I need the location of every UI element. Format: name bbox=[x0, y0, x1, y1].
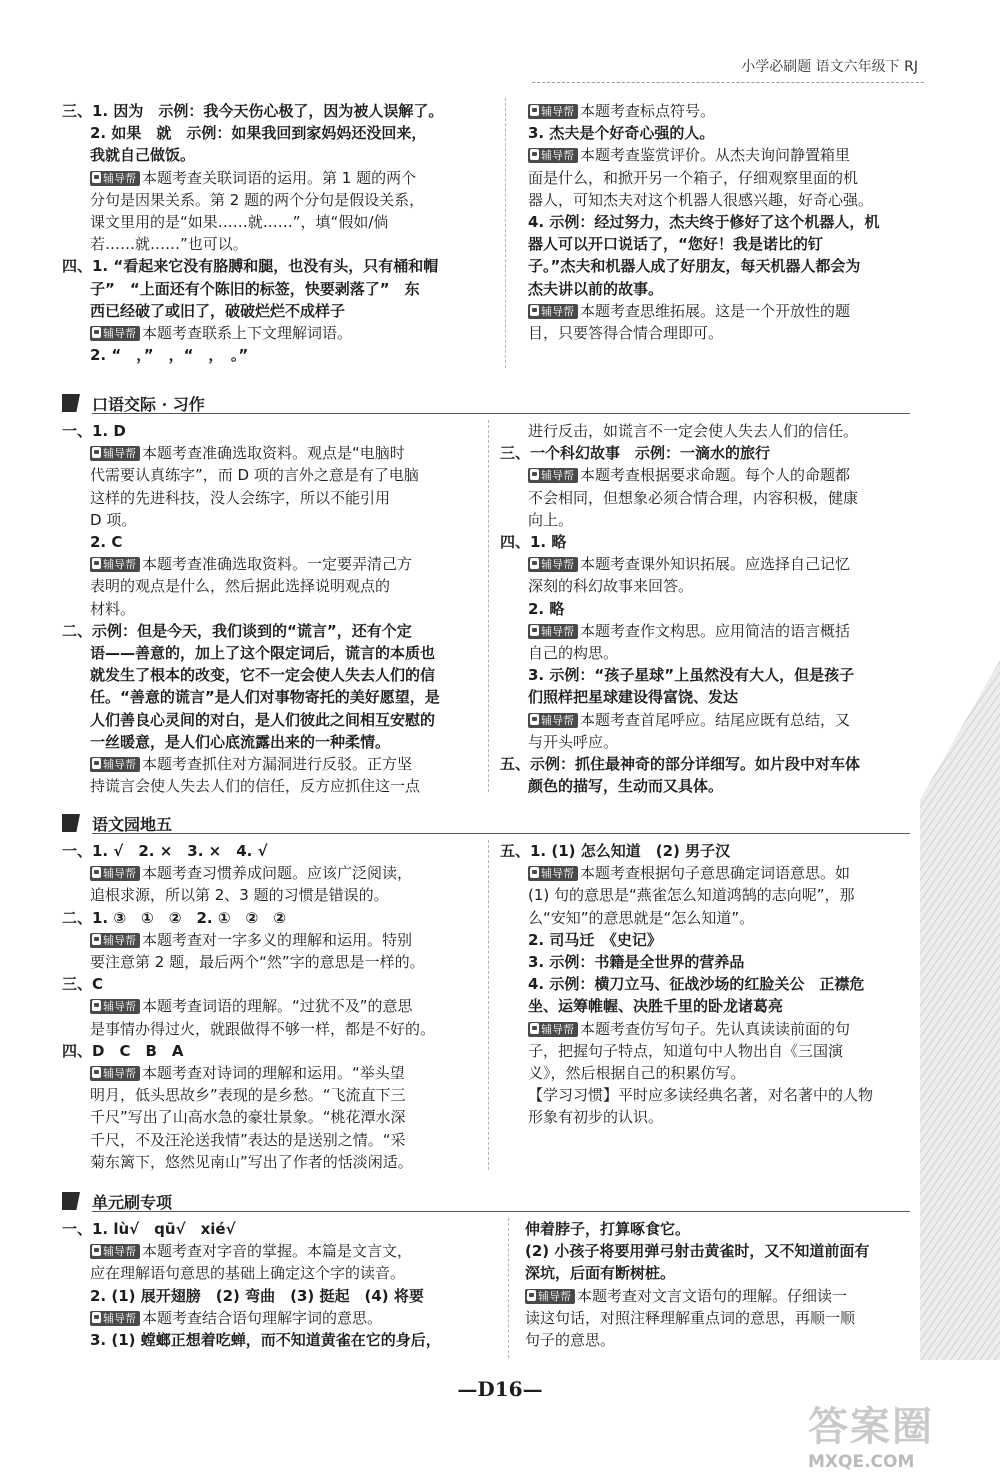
line-text: 本题考查首尾呼应。结尾应既有总结，又 bbox=[580, 710, 851, 729]
book-icon bbox=[530, 867, 539, 878]
hint-line bbox=[62, 167, 482, 189]
line-text: 本题考查习惯养成问题。应该广泛阅读， bbox=[142, 864, 413, 883]
text-line bbox=[62, 255, 482, 277]
line-text: 西已经破了或旧了，破破烂烂不成样子 bbox=[90, 301, 346, 320]
text-line bbox=[525, 1218, 945, 1240]
line-text: 课文里用的是“如果……就……”，填“假如/倘 bbox=[90, 213, 389, 232]
text-line bbox=[62, 642, 482, 664]
book-icon bbox=[92, 1312, 101, 1323]
line-text: 应在理解语句意思的基础上确定这个字的读音。 bbox=[90, 1264, 406, 1283]
text-line bbox=[528, 322, 948, 344]
text-line bbox=[62, 1129, 482, 1151]
line-text: 与开头呼应。 bbox=[528, 732, 619, 751]
text-line bbox=[62, 144, 482, 166]
line-text: 本题考查抓住对方漏洞进行反驳。正方坚 bbox=[142, 755, 413, 774]
line-text: 本题考查对一字多义的理解和运用。特别 bbox=[142, 930, 413, 949]
line-text: 器人，可知杰夫对这个机器人很感兴趣，好奇心强。 bbox=[528, 190, 874, 209]
text-line bbox=[528, 167, 948, 189]
text-line bbox=[62, 531, 482, 553]
book-icon bbox=[530, 105, 539, 116]
text-line bbox=[500, 995, 920, 1017]
line-text: 五、1. (1) 怎么知道 (2) 男子汉 bbox=[500, 842, 731, 860]
text-line bbox=[500, 442, 920, 464]
corner-decoration-graphic bbox=[920, 660, 1000, 1360]
line-text: 本题考查作文构思。应用简洁的语言概括 bbox=[580, 621, 851, 640]
line-text: 2. 略 bbox=[528, 599, 565, 618]
hint-badge bbox=[528, 304, 578, 319]
book-icon bbox=[92, 1245, 101, 1256]
text-line bbox=[528, 211, 948, 233]
line-text: 任。“善意的谎言”是人们对事物寄托的美好愿望，是 bbox=[90, 688, 440, 707]
line-text: 2. 如果 就 示例：如果我回到家妈妈还没回来， bbox=[90, 124, 427, 143]
text-line bbox=[528, 233, 948, 255]
line-text: 形象有初步的认识。 bbox=[528, 1108, 664, 1127]
text-line bbox=[525, 1329, 945, 1351]
line-text: 进行反击，如谎言不一定会使人失去人们的信任。 bbox=[528, 422, 859, 440]
line-text: 持谎言会使人失去人们的信任，反方应抓住这一点 bbox=[90, 777, 421, 796]
text-line bbox=[500, 840, 920, 862]
text-line bbox=[528, 122, 948, 144]
line-text: 本题考查关联词语的运用。第 1 题的两个 bbox=[142, 168, 417, 187]
hint-badge bbox=[90, 171, 140, 186]
column-divider bbox=[488, 420, 489, 792]
hint-line bbox=[62, 1307, 482, 1329]
line-text: 本题考查准确选取资料。一定要弄清己方 bbox=[142, 555, 413, 574]
text-line bbox=[500, 731, 920, 753]
text-line bbox=[62, 487, 482, 509]
line-text: D 项。 bbox=[90, 510, 137, 529]
text-line bbox=[62, 509, 482, 531]
section-marker-icon bbox=[62, 394, 80, 412]
column-divider bbox=[488, 840, 489, 1170]
hint-badge bbox=[90, 1066, 140, 1081]
text-line bbox=[500, 598, 920, 620]
line-text: 这样的先进科技，没人会练字，所以不能引用 bbox=[90, 488, 391, 507]
hint-line bbox=[62, 995, 482, 1017]
line-text: 4. 示例：经过努力，杰夫终于修好了这个机器人，机 bbox=[528, 213, 880, 232]
line-text: 三、一个科幻故事 示例：一滴水的旅行 bbox=[500, 444, 771, 463]
hint-line bbox=[62, 862, 482, 884]
text-line bbox=[500, 509, 920, 531]
hint-line bbox=[500, 709, 920, 731]
hint-line bbox=[500, 464, 920, 486]
line-text: 本题考查词语的理解。“过犹不及”的意思 bbox=[142, 997, 413, 1016]
line-text: 本题考查鉴赏评价。从杰夫询问静置箱里 bbox=[580, 146, 851, 165]
book-icon bbox=[530, 149, 539, 160]
line-text: 目，只要答得合情合理即可。 bbox=[528, 324, 724, 343]
hint-line bbox=[62, 442, 482, 464]
hint-line bbox=[500, 862, 920, 884]
line-text: 么“安知”的意思就是“怎么知道”。 bbox=[528, 908, 755, 927]
line-text: 本题考查根据句子意思确定词语意思。如 bbox=[580, 864, 851, 883]
text-line bbox=[62, 840, 482, 862]
block-b bbox=[528, 100, 948, 344]
line-text: 本题考查对诗词的理解和运用。“举头望 bbox=[142, 1064, 405, 1083]
line-text: 2. “ ，” ，“ ， 。” bbox=[90, 346, 249, 365]
line-text: 4. 示例：横刀立马、征战沙场的红脸关公 正襟危 bbox=[528, 975, 865, 994]
line-text: 千尺，不及汪沦送我情”表达的是送别之情。“采 bbox=[90, 1130, 406, 1149]
line-text: 本题考查结合语句理解字词的意思。 bbox=[142, 1308, 383, 1327]
line-text: 3. 示例：“孩子星球”上虽然没有大人，但是孩子 bbox=[528, 666, 855, 685]
text-line bbox=[62, 709, 482, 731]
line-text: 二、1. ③ ① ② 2. ① ② ② bbox=[62, 908, 286, 927]
hint-line bbox=[500, 620, 920, 642]
line-text: 四、1. 略 bbox=[500, 533, 567, 552]
line-text: 本题考查课外知识拓展。应选择自己记忆 bbox=[580, 555, 851, 574]
text-line bbox=[62, 233, 482, 255]
text-line bbox=[62, 1262, 482, 1284]
hint-badge-label: 辅导帮 bbox=[541, 867, 574, 881]
page-header: 小学必刷题 语文六年级下 RJ bbox=[741, 59, 918, 75]
text-line bbox=[62, 575, 482, 597]
hint-line bbox=[62, 1062, 482, 1084]
text-line bbox=[500, 907, 920, 929]
line-text: 自己的构思。 bbox=[528, 644, 619, 663]
text-line bbox=[500, 420, 920, 442]
line-text: 坐、运筹帷幄、决胜千里的卧龙诸葛亮 bbox=[528, 997, 784, 1016]
line-text: 本题考查仿写句子。先认真读读前面的句 bbox=[580, 1019, 851, 1038]
line-text: 一丝暖意，是人们心底流露出来的一种柔情。 bbox=[90, 732, 391, 751]
line-text: 器人可以开口说话了，“您好！我是诺比的钉 bbox=[528, 235, 823, 254]
hint-badge bbox=[528, 866, 578, 881]
line-text: 四、D C B A bbox=[62, 1041, 184, 1060]
line-text: 颜色的描写，生动而又具体。 bbox=[528, 777, 724, 796]
hint-badge-label: 辅导帮 bbox=[103, 1067, 136, 1081]
hint-badge-label: 辅导帮 bbox=[103, 1245, 136, 1259]
line-text: 3. 杰夫是个好奇心强的人。 bbox=[528, 124, 715, 143]
column-divider bbox=[508, 1218, 509, 1358]
line-text: 伸着脖子，打算啄食它。 bbox=[525, 1220, 691, 1238]
block-a bbox=[62, 100, 482, 366]
line-text: 明月，低头思故乡”表现的是乡愁。“飞流直下三 bbox=[90, 1086, 406, 1105]
line-text: 材料。 bbox=[90, 599, 136, 618]
book-icon bbox=[530, 625, 539, 636]
line-text: 本题考查根据要求命题。每个人的命题都 bbox=[580, 466, 851, 485]
hint-line bbox=[525, 1285, 945, 1307]
watermark-line1: 答案圈 bbox=[808, 1404, 934, 1450]
hint-badge-label: 辅导帮 bbox=[538, 1289, 571, 1303]
section-rule bbox=[92, 1211, 910, 1212]
text-line bbox=[500, 775, 920, 797]
text-line bbox=[62, 907, 482, 929]
text-line bbox=[62, 951, 482, 973]
hint-badge-label: 辅导帮 bbox=[103, 447, 136, 461]
section-rule bbox=[92, 833, 910, 834]
line-text: 们照样把星球建设得富饶、发达 bbox=[528, 688, 739, 707]
text-line bbox=[62, 420, 482, 442]
hint-line bbox=[62, 553, 482, 575]
hint-badge bbox=[90, 757, 140, 772]
book-icon bbox=[530, 1023, 539, 1034]
line-text: 2. 司马迁 《史记》 bbox=[528, 930, 662, 949]
line-text: 义》，然后根据自己的积累仿写。 bbox=[528, 1064, 746, 1083]
line-text: 本题考查对文言文语句的理解。仔细读一 bbox=[577, 1286, 848, 1305]
hint-badge bbox=[90, 933, 140, 948]
text-line bbox=[62, 1018, 482, 1040]
text-line bbox=[500, 1106, 920, 1128]
text-line bbox=[62, 211, 482, 233]
hint-line bbox=[528, 100, 948, 122]
hint-line bbox=[500, 1018, 920, 1040]
hint-badge-label: 辅导帮 bbox=[103, 933, 136, 947]
line-text: 三、1. 因为 示例：我今天伤心极了，因为被人误解了。 bbox=[62, 102, 444, 120]
text-line bbox=[500, 531, 920, 553]
hint-badge-label: 辅导帮 bbox=[541, 105, 574, 118]
book-icon bbox=[530, 469, 539, 480]
book-icon bbox=[92, 867, 101, 878]
line-text: (2) 小孩子将要用弹弓射击黄雀时，又不知道前面有 bbox=[525, 1242, 870, 1261]
hint-line bbox=[62, 753, 482, 775]
hint-badge bbox=[528, 104, 578, 119]
book-icon bbox=[92, 1000, 101, 1011]
line-text: 就发生了根本的改变，它不一定会使人失去人们的信 bbox=[90, 666, 436, 685]
line-text: 本题考查准确选取资料。观点是“电脑时 bbox=[142, 444, 405, 463]
text-line bbox=[500, 951, 920, 973]
text-line bbox=[500, 686, 920, 708]
book-icon bbox=[92, 558, 101, 569]
text-line bbox=[62, 464, 482, 486]
hint-badge-label: 辅导帮 bbox=[103, 1000, 136, 1014]
hint-line bbox=[528, 144, 948, 166]
line-text: 三、C bbox=[62, 975, 104, 994]
hint-badge bbox=[528, 557, 578, 572]
text-line bbox=[528, 278, 948, 300]
text-line bbox=[528, 189, 948, 211]
text-line bbox=[500, 973, 920, 995]
column-divider bbox=[505, 98, 506, 368]
line-text: 菊东篱下，悠然见南山”写出了作者的恬淡闲适。 bbox=[90, 1152, 413, 1171]
text-line bbox=[62, 1084, 482, 1106]
hint-badge-label: 辅导帮 bbox=[541, 304, 574, 318]
line-text: 本题考查对字音的掌握。本篇是文言文， bbox=[142, 1242, 413, 1261]
text-line bbox=[62, 973, 482, 995]
line-text: 一、1. D bbox=[62, 422, 126, 440]
section-title: 口语交际 · 习作 bbox=[92, 395, 205, 414]
line-text: 千尺”写出了山高水急的豪壮景象。“桃花潭水深 bbox=[90, 1108, 406, 1127]
watermark-line2: MXQE.COM bbox=[808, 1452, 915, 1472]
hint-badge bbox=[528, 468, 578, 483]
hint-line bbox=[500, 553, 920, 575]
hint-badge bbox=[528, 713, 578, 728]
line-text: 五、示例：抓住最神奇的部分详细写。如片段中对车体 bbox=[500, 755, 861, 774]
line-text: 一、1. √ 2. × 3. × 4. √ bbox=[62, 842, 268, 860]
text-line bbox=[62, 1106, 482, 1128]
hint-badge bbox=[90, 326, 140, 341]
text-line bbox=[528, 255, 948, 277]
hint-badge-label: 辅导帮 bbox=[103, 758, 136, 772]
book-icon bbox=[92, 447, 101, 458]
block-f bbox=[500, 840, 920, 1129]
hint-badge-label: 辅导帮 bbox=[103, 867, 136, 881]
line-text: 3. (1) 螳螂正想着吃蝉，而不知道黄雀在它的身后， bbox=[90, 1331, 441, 1350]
text-line bbox=[525, 1262, 945, 1284]
line-text: 深刻的科幻故事来回答。 bbox=[528, 577, 694, 596]
text-line bbox=[500, 1062, 920, 1084]
text-line bbox=[500, 1040, 920, 1062]
line-text: 我就自己做饭。 bbox=[90, 146, 196, 165]
line-text: 四、1. “看起来它没有胳膊和腿，也没有头，只有桶和帽 bbox=[62, 257, 439, 276]
hint-line bbox=[528, 300, 948, 322]
text-line bbox=[62, 686, 482, 708]
text-line bbox=[62, 598, 482, 620]
text-line bbox=[62, 100, 482, 122]
line-text: 人们善良心灵间的对白，是人们彼此之间相互安慰的 bbox=[90, 710, 436, 729]
section-marker-icon bbox=[62, 1192, 80, 1210]
text-line bbox=[62, 189, 482, 211]
line-text: 本题考查思维拓展。这是一个开放性的题 bbox=[580, 301, 851, 320]
text-line bbox=[62, 664, 482, 686]
hint-badge bbox=[90, 1311, 140, 1326]
hint-badge-label: 辅导帮 bbox=[541, 1022, 574, 1036]
hint-line bbox=[62, 1240, 482, 1262]
hint-badge-label: 辅导帮 bbox=[103, 558, 136, 572]
line-text: 2. C bbox=[90, 533, 123, 552]
line-text: 要注意第 2 题，最后两个“然”字的意思是一样的。 bbox=[90, 953, 425, 972]
line-text: 杰夫讲以前的故事。 bbox=[528, 279, 664, 298]
watermark-logo bbox=[808, 1395, 934, 1472]
block-c bbox=[62, 420, 482, 797]
line-text: 本题考查联系上下文理解词语。 bbox=[142, 324, 353, 343]
hint-line bbox=[62, 929, 482, 951]
line-text: 【学习习惯】平时应多读经典名著，对名著中的人物 bbox=[528, 1086, 874, 1105]
block-g bbox=[62, 1218, 482, 1351]
section-title: 语文园地五 bbox=[92, 815, 173, 834]
text-line bbox=[62, 731, 482, 753]
book-icon bbox=[530, 305, 539, 316]
text-line bbox=[500, 487, 920, 509]
line-text: 子” “上面还有个陈旧的标签，快要剥落了” 东 bbox=[90, 279, 420, 298]
text-line bbox=[62, 344, 482, 366]
text-line bbox=[62, 1329, 482, 1351]
line-text: 若……就……”也可以。 bbox=[90, 235, 248, 254]
hint-badge-label: 辅导帮 bbox=[103, 327, 136, 341]
hint-badge bbox=[90, 446, 140, 461]
block-d bbox=[500, 420, 920, 797]
text-line bbox=[62, 1218, 482, 1240]
line-text: 向上。 bbox=[528, 510, 574, 529]
text-line bbox=[525, 1307, 945, 1329]
line-text: 不会相同，但想象必须合情合理，内容积极，健康 bbox=[528, 488, 859, 507]
block-h bbox=[525, 1218, 945, 1351]
hint-badge-label: 辅导帮 bbox=[541, 469, 574, 483]
line-text: 本题考查标点符号。 bbox=[580, 102, 716, 120]
hint-badge-label: 辅导帮 bbox=[541, 713, 574, 727]
text-line bbox=[62, 775, 482, 797]
hint-badge-label: 辅导帮 bbox=[103, 1311, 136, 1325]
hint-badge bbox=[525, 1289, 575, 1304]
text-line bbox=[62, 1285, 482, 1307]
hint-badge bbox=[528, 148, 578, 163]
text-line bbox=[62, 122, 482, 144]
text-line bbox=[500, 753, 920, 775]
hint-line bbox=[62, 322, 482, 344]
book-icon bbox=[527, 1290, 536, 1301]
text-line bbox=[500, 929, 920, 951]
text-line bbox=[62, 1040, 482, 1062]
line-text: (1) 句的意思是“燕雀怎么知道鸿鹄的志向呢”，那 bbox=[528, 886, 855, 905]
hint-badge bbox=[90, 866, 140, 881]
hint-badge bbox=[528, 624, 578, 639]
text-line bbox=[62, 300, 482, 322]
book-icon bbox=[92, 758, 101, 769]
hint-badge-label: 辅导帮 bbox=[541, 624, 574, 638]
line-text: 3. 示例：书籍是全世界的营养品 bbox=[528, 953, 745, 972]
section-rule bbox=[92, 413, 910, 414]
text-line bbox=[500, 884, 920, 906]
header-divider bbox=[532, 82, 924, 83]
block-e bbox=[62, 840, 482, 1173]
line-text: 子。”杰夫和机器人成了好朋友，每天机器人都会为 bbox=[528, 257, 861, 276]
text-line bbox=[62, 884, 482, 906]
book-icon bbox=[92, 172, 101, 183]
line-text: 句子的意思。 bbox=[525, 1331, 616, 1350]
text-line bbox=[500, 575, 920, 597]
hint-badge bbox=[90, 999, 140, 1014]
book-icon bbox=[530, 558, 539, 569]
text-line bbox=[62, 1151, 482, 1173]
line-text: 深坑，后面有断树桩。 bbox=[525, 1264, 676, 1283]
line-text: 分句是因果关系。第 2 题的两个分句是假设关系， bbox=[90, 190, 425, 209]
text-line bbox=[500, 1084, 920, 1106]
page-number: —D16— bbox=[457, 1377, 543, 1401]
hint-badge-label: 辅导帮 bbox=[541, 149, 574, 163]
hint-badge bbox=[90, 557, 140, 572]
text-line bbox=[62, 278, 482, 300]
line-text: 2. (1) 展开翅膀 (2) 弯曲 (3) 挺起 (4) 将要 bbox=[90, 1286, 424, 1305]
line-text: 是事情办得过火，就跟做得不够一样，都是不好的。 bbox=[90, 1019, 436, 1038]
book-icon bbox=[92, 934, 101, 945]
book-icon bbox=[92, 1067, 101, 1078]
hint-badge bbox=[90, 1244, 140, 1259]
line-text: 追根求源，所以第 2、3 题的习惯是错误的。 bbox=[90, 886, 389, 905]
text-line bbox=[62, 620, 482, 642]
line-text: 子，把握句子特点，知道句中人物出自《三国演 bbox=[528, 1041, 844, 1060]
hint-badge-label: 辅导帮 bbox=[541, 558, 574, 572]
text-line bbox=[500, 664, 920, 686]
hint-badge-label: 辅导帮 bbox=[103, 171, 136, 185]
section-title: 单元刷专项 bbox=[92, 1193, 173, 1212]
line-text: 表明的观点是什么，然后据此选择说明观点的 bbox=[90, 577, 391, 596]
hint-badge bbox=[528, 1022, 578, 1037]
text-line bbox=[500, 642, 920, 664]
line-text: 语——善意的，加上了这个限定词后，谎言的本质也 bbox=[90, 644, 436, 663]
line-text: 二、示例：但是今天，我们谈到的“谎言”，还有个定 bbox=[62, 621, 412, 640]
section-marker-icon bbox=[62, 814, 80, 832]
line-text: 一、1. lù√ qū√ xié√ bbox=[62, 1220, 236, 1238]
book-icon bbox=[92, 327, 101, 338]
line-text: 代需要认真练字”，而 D 项的言外之意是有了电脑 bbox=[90, 466, 419, 485]
line-text: 读这句话，对照注释理解重点词的意思，再顺一顺 bbox=[525, 1308, 856, 1327]
text-line bbox=[525, 1240, 945, 1262]
book-icon bbox=[530, 714, 539, 725]
line-text: 面是什么，和掀开另一个箱子，仔细观察里面的机 bbox=[528, 168, 859, 187]
